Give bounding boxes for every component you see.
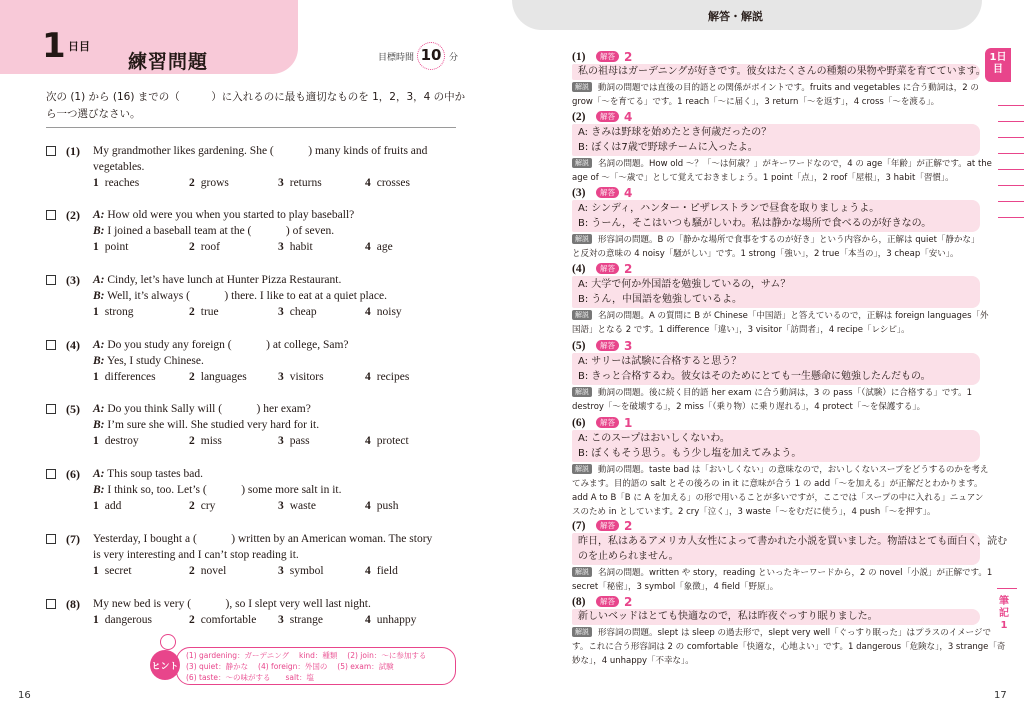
explanation-line: 解説 動詞の問題。taste bad は「おいしくない」の意味なので，おいしくないスープをどうするのかを考え bbox=[572, 463, 988, 477]
explanation-badge: 解説 bbox=[572, 310, 592, 320]
answer-badge: 解答 bbox=[596, 417, 619, 428]
option: 1 destroy bbox=[93, 435, 139, 447]
answer-badge: 解答 bbox=[596, 187, 619, 198]
question-number: (2) bbox=[66, 208, 80, 222]
question-line: B: I joined a baseball team at the ( ) of seven. bbox=[93, 225, 335, 237]
answer-number: (3) bbox=[572, 187, 586, 199]
answer-value: 4 bbox=[624, 110, 633, 124]
question-line: B: I think so, too. Let’s ( ) some more salt in it. bbox=[93, 484, 342, 496]
option: 4 noisy bbox=[365, 306, 402, 318]
explanation-line: 国語」となる 2 です。1 difference「違い」，3 visitor「訪問者」，4 recipe「レシピ」。 bbox=[572, 325, 910, 335]
question-checkbox[interactable] bbox=[46, 404, 56, 414]
explanation-line: す。これに合う形容詞は 2 の comfortable「快適な，心地よい」です。1 dangerous「危険な」，3 strange「奇 bbox=[572, 642, 1006, 652]
hint-line: (1) gardening：ガーデニング kind：種類 (2) join：～に参加する bbox=[186, 651, 427, 660]
explanation-line: 解説 形容詞の問題。slept は sleep の過去形で，slept very well「ぐっすり眠った」はプラスのイメージで bbox=[572, 626, 991, 640]
hint-label: ヒント bbox=[151, 662, 179, 672]
translation-line: B: うん，中国語を勉強しているよ。 bbox=[578, 294, 743, 305]
target-time-value: 10 bbox=[417, 42, 445, 70]
question-line: vegetables. bbox=[93, 161, 145, 173]
side-ruled-lines bbox=[998, 90, 1024, 218]
question-line: A: This soup tastes bad. bbox=[93, 468, 203, 480]
translation-line: A: このスープはおいしくないわ。 bbox=[578, 433, 730, 444]
option: 1 differences bbox=[93, 371, 156, 383]
translation-band bbox=[572, 200, 980, 232]
explanation-line: 解説 名詞の問題。written や story，reading といったキーワードから，2 の novel「小説」が正解です。1 bbox=[572, 566, 992, 580]
translation-band bbox=[572, 609, 980, 625]
answer-value: 2 bbox=[624, 262, 633, 276]
question-number: (4) bbox=[66, 338, 80, 352]
option: 4 unhappy bbox=[365, 614, 417, 626]
translation-line: A: サリーは試験に合格すると思う？ bbox=[578, 356, 742, 367]
option: 1 point bbox=[93, 241, 129, 253]
translation-band bbox=[572, 64, 986, 80]
answer-badge: 解答 bbox=[596, 111, 619, 122]
explanation-badge: 解説 bbox=[572, 387, 592, 397]
answer-value: 2 bbox=[624, 50, 633, 64]
answer-value: 2 bbox=[624, 519, 633, 533]
option: 3 habit bbox=[278, 241, 313, 253]
side-tab-day[interactable]: 1日目 bbox=[985, 48, 1011, 82]
option: 2 novel bbox=[189, 565, 227, 577]
translation-band bbox=[572, 353, 980, 385]
hint-line: (6) taste：～の味がする salt：塩 bbox=[186, 673, 315, 682]
lightbulb-icon bbox=[160, 634, 176, 650]
option: 4 recipes bbox=[365, 371, 410, 383]
hint-text bbox=[186, 650, 426, 683]
divider bbox=[46, 127, 456, 128]
option: 2 grows bbox=[189, 177, 229, 189]
answer-number: (5) bbox=[572, 340, 586, 352]
answer-badge: 解答 bbox=[596, 340, 619, 351]
option: 3 waste bbox=[278, 500, 316, 512]
question-number: (5) bbox=[66, 402, 80, 416]
answer-number: (2) bbox=[572, 111, 586, 123]
explanation-line: grow「～を育てる」です。1 reach「～に届く」，3 return「～を返す」，4 cross「～を渡る」。 bbox=[572, 97, 940, 107]
instruction-line: ら一つ選びなさい。 bbox=[46, 108, 141, 120]
option: 1 reaches bbox=[93, 177, 140, 189]
answer-number: (8) bbox=[572, 596, 586, 608]
day-suffix: 日目 bbox=[68, 40, 90, 53]
hint-badge bbox=[149, 649, 181, 681]
explanation-line: 解説 動詞の問題では直後の目的語との関係がポイントです。fruits and vegetables に合う動詞は，2 の bbox=[572, 81, 979, 95]
question-checkbox[interactable] bbox=[46, 534, 56, 544]
question-checkbox[interactable] bbox=[46, 146, 56, 156]
answer-number: (4) bbox=[572, 263, 586, 275]
translation-line: A: 大学で何か外国語を勉強しているの，サム？ bbox=[578, 279, 791, 290]
translation-line: B: ぼくは7歳で野球チームに入ったよ。 bbox=[578, 142, 758, 153]
option: 1 secret bbox=[93, 565, 132, 577]
question-line: B: Yes, I study Chinese. bbox=[93, 355, 204, 367]
explanation-line: add A to B「B に A を加える」の形で用いることが多いですが，ここでは「スープの中に入れる」ニュアン bbox=[572, 493, 984, 503]
side-label: 筆記1 bbox=[999, 596, 1009, 631]
explanation-line: secret「秘密」，3 symbol「象徴」，4 field「野原」。 bbox=[572, 582, 779, 592]
option: 1 dangerous bbox=[93, 614, 153, 626]
explanation-line: age of ～「～歳で」として覚えておきましょう。1 point「点」，2 roof「屋根」，3 habit「習慣」。 bbox=[572, 173, 954, 183]
question-number: (1) bbox=[66, 144, 80, 158]
answer-badge: 解答 bbox=[596, 520, 619, 531]
explanation-badge: 解説 bbox=[572, 464, 592, 474]
explanation-line: destroy「～を破壊する」，2 miss「（乗り物）に乗り遅れる」，4 protect「～を保護する」。 bbox=[572, 402, 926, 412]
question-line: My new bed is very ( ), so I slept very well last night. bbox=[93, 598, 371, 610]
page-number-left: 16 bbox=[18, 690, 31, 701]
translation-line: B: きっと合格するわ。彼女はそのためにとても一生懸命に勉強したんだもの。 bbox=[578, 371, 931, 382]
question-line: B: I’m sure she will. She studied very hard for it. bbox=[93, 419, 320, 431]
option: 1 strong bbox=[93, 306, 134, 318]
option: 4 protect bbox=[365, 435, 409, 447]
option: 2 miss bbox=[189, 435, 222, 447]
option: 2 cry bbox=[189, 500, 216, 512]
question-line: A: Do you study any foreign ( ) at college, Sam? bbox=[93, 339, 349, 351]
option: 1 add bbox=[93, 500, 122, 512]
question-number: (8) bbox=[66, 597, 80, 611]
question-number: (6) bbox=[66, 467, 80, 481]
explanation-line: てみます。目的語の salt とその後ろの in it に意味が合う 1 の add「～を加える」が正解だとわかります。 bbox=[572, 479, 983, 489]
question-checkbox[interactable] bbox=[46, 340, 56, 350]
question-checkbox[interactable] bbox=[46, 599, 56, 609]
question-checkbox[interactable] bbox=[46, 210, 56, 220]
answer-number: (7) bbox=[572, 520, 586, 532]
answer-value: 4 bbox=[624, 186, 633, 200]
target-time-unit: 分 bbox=[449, 53, 459, 63]
answer-number: (6) bbox=[572, 417, 586, 429]
option: 3 visitors bbox=[278, 371, 324, 383]
option: 3 pass bbox=[278, 435, 310, 447]
option: 2 true bbox=[189, 306, 219, 318]
option: 3 strange bbox=[278, 614, 323, 626]
option: 3 cheap bbox=[278, 306, 317, 318]
explanation-line: 解説 動詞の問題。後に続く目的語 her exam に合う動詞は，3 の pass「（試験）に合格する」です。1 bbox=[572, 386, 972, 400]
option: 2 languages bbox=[189, 371, 247, 383]
explanation-line: 解説 形容詞の問題。B の「静かな場所で食事をするのが好き」という内容から，正解は quiet「静かな」 bbox=[572, 233, 979, 247]
option: 4 field bbox=[365, 565, 398, 577]
explanation-badge: 解説 bbox=[572, 82, 592, 92]
question-checkbox[interactable] bbox=[46, 275, 56, 285]
translation-line: のを止められません。 bbox=[578, 551, 679, 562]
explanation-line: スのため in としています。2 cry「泣く」，3 waste「～をむだに使う」，4 push「～を押す」。 bbox=[572, 507, 936, 517]
question-line: is very interesting and I can’t stop reading it. bbox=[93, 549, 299, 561]
question-checkbox[interactable] bbox=[46, 469, 56, 479]
answer-badge: 解答 bbox=[596, 596, 619, 607]
explanation-line: と反対の意味の 4 noisy「騒がしい」です。1 strong「強い」，2 true「本当の」，3 cheap「安い」。 bbox=[572, 249, 959, 259]
target-time-label: 目標時間 bbox=[378, 53, 415, 63]
answer-value: 1 bbox=[624, 416, 633, 430]
day-number: 1 bbox=[42, 26, 66, 66]
answer-value: 3 bbox=[624, 339, 633, 353]
option: 2 roof bbox=[189, 241, 220, 253]
explanation-badge: 解説 bbox=[572, 158, 592, 168]
answer-number: (1) bbox=[572, 51, 586, 63]
explanation-line: 解説 名詞の問題。A の質問に B が Chinese「中国語」と答えているので，正解は foreign languages「外 bbox=[572, 309, 989, 323]
translation-line: B: ぼくもそう思う。もう少し塩を加えてみよう。 bbox=[578, 448, 802, 459]
question-line: My grandmother likes gardening. She ( ) many kinds of fruits and bbox=[93, 145, 428, 157]
question-line: A: Do you think Sally will ( ) her exam? bbox=[93, 403, 311, 415]
section-title: 練習問題 bbox=[128, 51, 209, 73]
question-number: (7) bbox=[66, 532, 80, 546]
translation-band bbox=[572, 124, 980, 156]
explanation-line: 妙な」，4 unhappy「不幸な」。 bbox=[572, 656, 694, 666]
question-line: A: How old were you when you started to play baseball? bbox=[93, 209, 355, 221]
option: 3 symbol bbox=[278, 565, 324, 577]
option: 3 returns bbox=[278, 177, 322, 189]
option: 4 push bbox=[365, 500, 399, 512]
hint-line: (3) quiet：静かな (4) foreign：外国の (5) exam：試験 bbox=[186, 662, 394, 671]
page-number-right: 17 bbox=[994, 690, 1007, 701]
translation-line: A: きみは野球を始めたとき何歳だったの？ bbox=[578, 127, 772, 138]
side-label-divider bbox=[997, 588, 1017, 589]
explanation-badge: 解説 bbox=[572, 234, 592, 244]
question-line: A: Cindy, let’s have lunch at Hunter Pizza Restaurant. bbox=[93, 274, 342, 286]
translation-band bbox=[572, 430, 980, 462]
explanation-badge: 解説 bbox=[572, 627, 592, 637]
question-number: (3) bbox=[66, 273, 80, 287]
question-line: Yesterday, I bought a ( ) written by an American woman. The story bbox=[93, 533, 433, 545]
translation-line: 私の祖母はガーデニングが好きです。彼女はたくさんの種類の果物や野菜を育てています。 bbox=[578, 66, 986, 77]
option: 4 crosses bbox=[365, 177, 410, 189]
answer-header: 解答・解説 bbox=[708, 10, 763, 23]
option: 4 age bbox=[365, 241, 393, 253]
explanation-line: 解説 名詞の問題。How old ～？「～は何歳？」がキーワードなので，4 の age「年齢」が正解です。at the bbox=[572, 157, 992, 171]
translation-line: 新しいベッドはとても快適なので，私は昨夜ぐっすり眠りました。 bbox=[578, 611, 878, 622]
instruction-line: 次の (1) から (16) までの（ ）に入れるのに最も適切なものを 1，2，3，4 の中か bbox=[46, 91, 466, 103]
explanation-badge: 解説 bbox=[572, 567, 592, 577]
answer-header-band bbox=[512, 0, 982, 30]
instruction bbox=[46, 89, 466, 123]
question-line: B: Well, it’s always ( ) there. I like to eat at a quiet place. bbox=[93, 290, 387, 302]
option: 2 comfortable bbox=[189, 614, 257, 626]
translation-line: B: うーん，そこはいつも騒がしいわ。私は静かな場所で食べるのが好きなの。 bbox=[578, 218, 932, 229]
translation-line: A: シンディ，ハンター・ピザレストランで昼食を取りましょうよ。 bbox=[578, 203, 880, 214]
answer-badge: 解答 bbox=[596, 263, 619, 274]
translation-band bbox=[572, 276, 980, 308]
answer-value: 2 bbox=[624, 595, 633, 609]
translation-line: 昨日，私はあるアメリカ人女性によって書かれた小説を買いました。物語はとても面白く，読む bbox=[578, 536, 1008, 547]
translation-band bbox=[572, 533, 1008, 565]
answer-badge: 解答 bbox=[596, 51, 619, 62]
